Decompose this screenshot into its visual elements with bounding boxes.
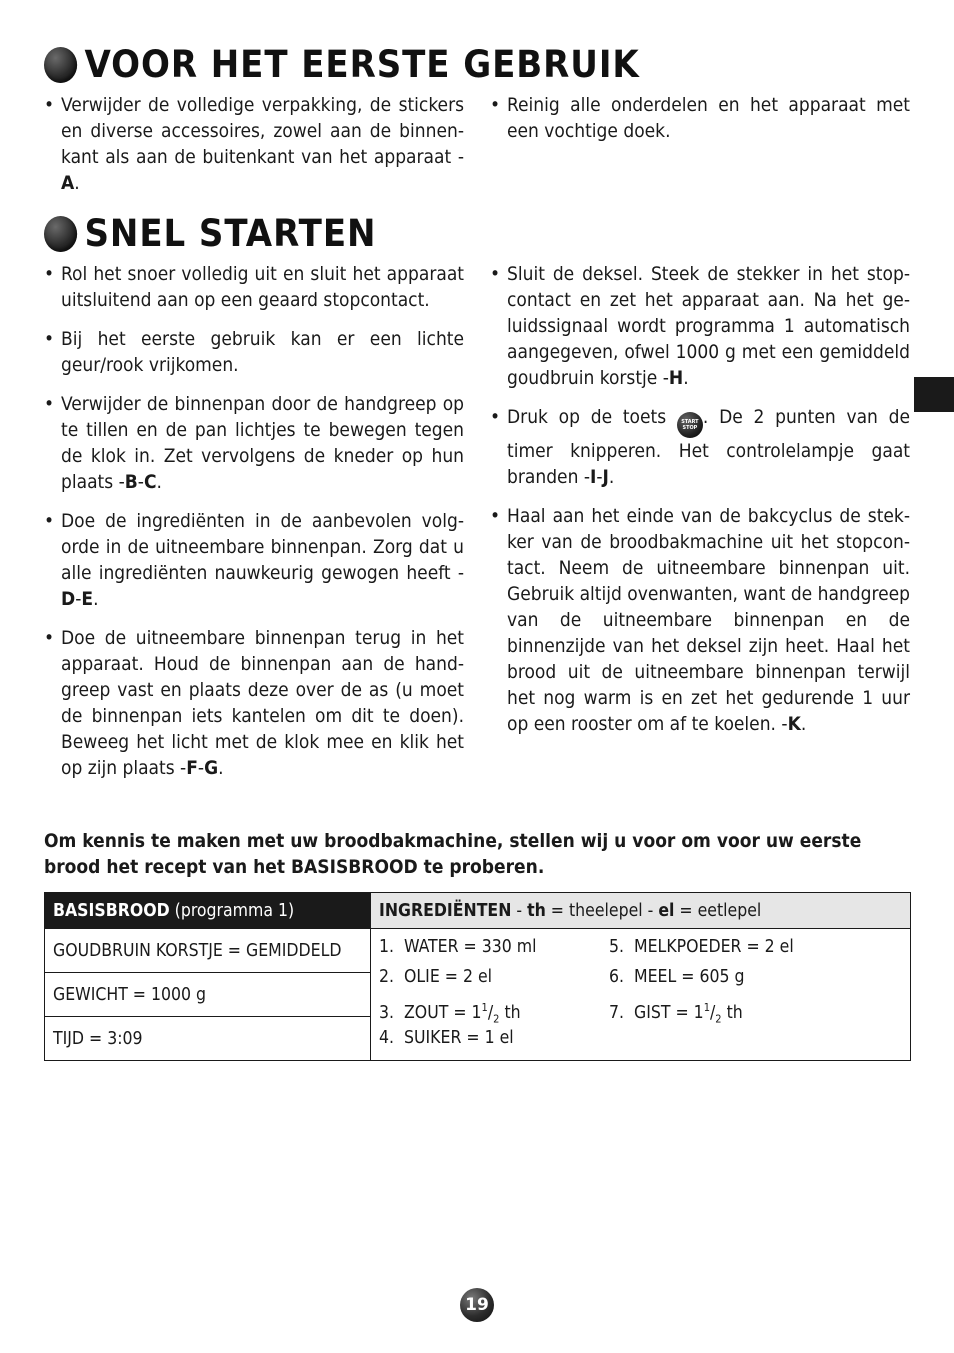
ingredient-item: 3. ZOUT = $1^1/_2$ th — [379, 1000, 521, 1025]
recipe-program-header: BASISBROOD (programma 1) — [45, 893, 371, 929]
ingredient-item: 2. OLIE = 2 el — [379, 967, 493, 987]
first-use-right-column — [490, 92, 910, 144]
list-item: • Haal aan het einde van de bakcyclus de stekker van de broodbakmachine uit het stopcontact. Neem de uitneembare binnenpan uit. Gebruik altijd ovenwanten, want de handgreep van de uitneembare binnenpan en de binnenzijde van het deksel zijn heet. Haal het brood uit de uitneembare binnenpan terwijl het nog warm is en zet het gedurende 1 uur op een rooster om af te koelen. -K. — [490, 503, 910, 737]
list-item: • Bij het eerste gebruik kan er een lichte geur/rook vrijkomen. — [44, 326, 464, 378]
bullet-circle-icon — [44, 47, 77, 83]
quick-start-left-column — [44, 261, 464, 781]
list-item: • Druk op de toets START STOP . De 2 punten van de timer knipperen. Het controlelampje gaat branden -I-J. — [490, 404, 910, 490]
list-item: • Doe de uitneembare binnenpan terug in het apparaat. Houd de binnenpan aan de handgreep vast en plaats deze over de as (u moet de binnenpan iets kantelen om dit te doen). Beweeg het licht met de klok mee en klik het op zijn plaats -F-G. — [44, 625, 464, 781]
intro-paragraph: Om kennis te maken met uw broodbakmachine, stellen wij u voor om voor uw eerste brood het recept van het BASISBROOD te proberen. — [44, 830, 862, 878]
ingredients-list — [371, 929, 911, 1061]
list-item: • Rol het snoer volledig uit en sluit het apparaat uitsluitend aan op een geaard stopcontact. — [44, 261, 464, 313]
list-item: • Verwijder de binnenpan door de handgreep op te tillen en de pan lichtjes te bewegen tegen de klok in. Zet vervolgens de kneder op hun plaats -B-C. — [44, 391, 464, 495]
first-use-left-column — [44, 92, 464, 196]
page-number: 19 — [460, 1288, 494, 1322]
quick-start-right-column — [490, 261, 910, 737]
section-title-first-use — [44, 43, 640, 86]
section-title-quick-start — [44, 212, 376, 255]
list-item: • Sluit de deksel. Steek de stekker in het stopcontact en zet het apparaat aan. Na het geluidssignaal wordt programma 1 automatisch aangegeven, ofwel 1000 g met een gemiddeld goudbruin korstje -H. — [490, 261, 910, 391]
time-setting: TIJD = 3:09 — [45, 1017, 371, 1061]
bullet-circle-icon — [44, 216, 77, 252]
ingredients-header: INGREDIËNTEN - th = theelepel - el = eetlepel — [371, 893, 911, 929]
ingredient-item: 7. GIST = $1^1/_2$ th — [609, 1000, 743, 1025]
ingredient-item: 6. MEEL = 605 g — [609, 967, 745, 987]
ingredient-item: 5. MELKPOEDER = 2 el — [609, 936, 794, 957]
list-item: • Verwijder de volledige verpakking, de stickers en diverse accessoires, zowel aan de binnenkant als aan de buitenkant van het apparaat - A. — [44, 92, 464, 196]
section-title-text: SNEL STARTEN — [84, 212, 377, 255]
recipe-table — [44, 892, 911, 1061]
start-stop-button-icon: START STOP — [677, 412, 703, 438]
ingredient-item: 4. SUIKER = 1 el — [379, 1028, 514, 1048]
weight-setting: GEWICHT = 1000 g — [45, 973, 371, 1017]
crust-setting: GOUDBRUIN KORSTJE = GEMIDDELD — [45, 929, 371, 973]
ingredient-item: 1. WATER = 330 ml — [379, 936, 537, 957]
list-item: • Doe de ingrediënten in de aanbevolen volgorde in de uitneembare binnenpan. Zorg dat u alle ingrediënten nauwkeurig gewogen heeft -D-E. — [44, 508, 464, 612]
list-item: • Reinig alle onderdelen en het apparaat met een vochtige doek. — [490, 92, 910, 144]
chapter-tab-marker — [914, 377, 954, 412]
section-title-text: VOOR HET EERSTE GEBRUIK — [84, 43, 640, 86]
